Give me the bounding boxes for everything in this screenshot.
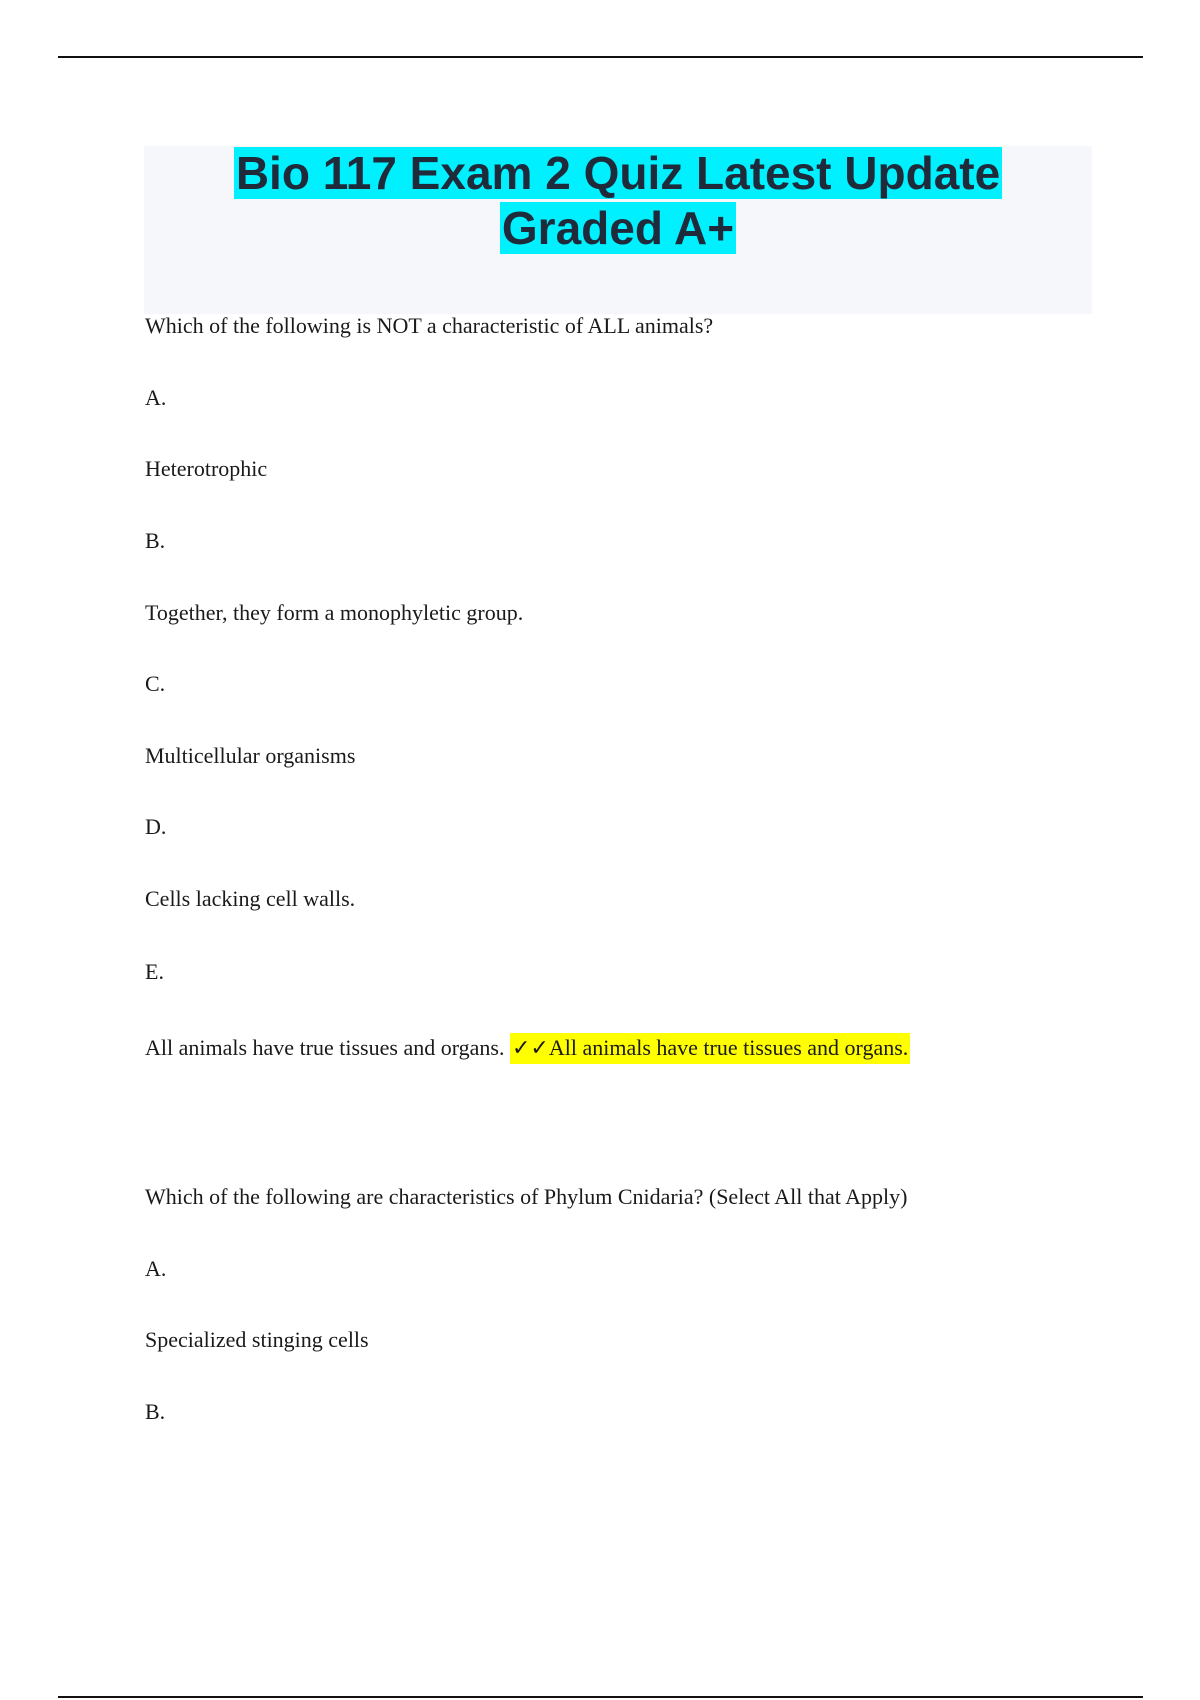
question-2-option-b-letter: B. [145, 1399, 166, 1424]
question-1-option-a-letter: A. [145, 385, 167, 410]
question-2-option-a-text: Specialized stinging cells [145, 1327, 369, 1352]
question-1-prompt: Which of the following is NOT a characteristic of ALL animals? [145, 313, 714, 338]
question-2-option-a-letter: A. [145, 1256, 167, 1281]
question-1-option-e-row [145, 1034, 910, 1062]
question-1-option-c-text: Multicellular organisms [145, 743, 356, 768]
question-1-option-b-letter: B. [145, 528, 166, 553]
title-panel [144, 146, 1092, 314]
document-title [144, 146, 1092, 256]
question-1-answer: ✓✓All animals have true tissues and organs. [510, 1033, 910, 1064]
title-line-2: Graded A+ [501, 202, 735, 254]
question-1-option-d-letter: D. [145, 814, 167, 839]
question-1-option-d-text: Cells lacking cell walls. [145, 886, 356, 911]
top-rule [58, 56, 1143, 58]
question-1-option-e-text: All animals have true tissues and organs. [145, 1035, 505, 1060]
bottom-rule [58, 1696, 1143, 1698]
question-1-option-a-text: Heterotrophic [145, 456, 268, 481]
question-1-option-e-letter: E. [145, 959, 164, 984]
question-1-option-b-text: Together, they form a monophyletic group. [145, 600, 524, 625]
question-2-prompt: Which of the following are characteristics of Phylum Cnidaria? (Select All that Apply) [145, 1184, 908, 1209]
title-line-1: Bio 117 Exam 2 Quiz Latest Update [235, 147, 1001, 199]
question-1-option-c-letter: C. [145, 671, 166, 696]
